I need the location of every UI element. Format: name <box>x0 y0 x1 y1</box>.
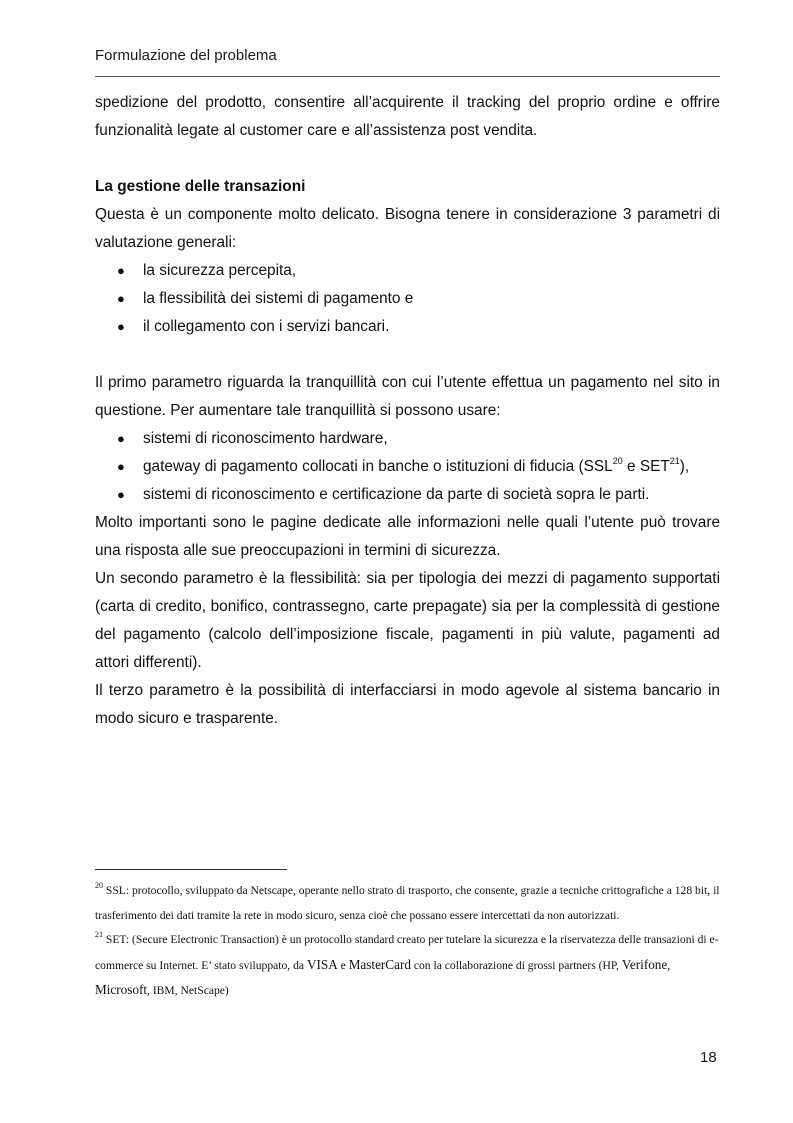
footnote-20: $^{20}$ SSL: protocollo, sviluppato da Netscape, operante nello strato di trasporto, che consente, grazie a tecniche crittografiche a 128 bit, il trasferimento dei dati tramite la rete in modo sicuro, senza cioè che possano essere intercettati da non autorizzati. <box>95 881 720 922</box>
spacer <box>95 145 720 173</box>
parameters-list <box>95 257 720 341</box>
footnotes <box>95 879 720 1004</box>
intro-paragraph: spedizione del prodotto, consentire all’acquirente il tracking del proprio ordine e offrire funzionalità legate al customer care e all’assistenza post vendita. <box>95 94 720 139</box>
running-header: Formulazione del problema <box>95 47 277 64</box>
list-item: ● sistemi di riconoscimento hardware, <box>95 425 720 453</box>
section-intro: Questa è un componente molto delicato. Bisogna tenere in considerazione 3 parametri di valutazione generali: <box>95 206 720 251</box>
list-item: ● la flessibilità dei sistemi di pagamento e <box>95 285 720 313</box>
footnote-rule <box>95 869 287 870</box>
second-parameter-paragraph: Un secondo parametro è la flessibilità: sia per tipologia dei mezzi di pagamento supportati (carta di credito, bonifico, contrassegno, carte prepagate) sia per la complessità di gestione del pagamento (calcolo dell’imposizione fiscale, pagamenti in più valute, pagamenti ad attori differenti). <box>95 570 720 671</box>
section-heading: La gestione delle transazioni <box>95 178 306 195</box>
footnote-ref-20[interactable]: 20 <box>612 455 623 466</box>
footnote-ref-21[interactable]: 21 <box>669 455 680 466</box>
bullet-icon: ● <box>117 291 125 306</box>
list-item: ● la sicurezza percepita, <box>95 257 720 285</box>
bullet-icon: ● <box>117 487 125 502</box>
list-item: ● sistemi di riconoscimento e certificazione da parte di società sopra le parti. <box>95 481 720 509</box>
list-item: ● gateway di pagamento collocati in banche o istituzioni di fiducia (SSL$^{20}$ e SET$^{21}$), <box>95 453 720 481</box>
bullet-icon: ● <box>117 263 125 278</box>
bullet-icon: ● <box>117 431 125 446</box>
header-rule <box>95 76 720 77</box>
page-number: 18 <box>700 1049 717 1066</box>
first-parameter-paragraph: Il primo parametro riguarda la tranquillità con cui l’utente effettua un pagamento nel sito in questione. Per aumentare tale tranquillità si possono usare: <box>95 374 720 419</box>
list-item: ● il collegamento con i servizi bancari. <box>95 313 720 341</box>
bullet-icon: ● <box>117 459 125 474</box>
body-text <box>95 89 720 733</box>
pages-paragraph: Molto importanti sono le pagine dedicate alle informazioni nelle quali l’utente può trovare una risposta alle sue preoccupazioni in termini di sicurezza. <box>95 514 720 559</box>
bullet-icon: ● <box>117 319 125 334</box>
tools-list <box>95 425 720 509</box>
footnote-21: $^{21}$ SET: (Secure Electronic Transaction) è un protocollo standard creato per tutelare la sicurezza e la riservatezza delle transazioni di e-commerce su Internet. E’ stato sviluppato, da VISA e MasterCard con la collaborazione di grossi partners (HP, Verifone, Microsoft, IBM, NetScape) <box>95 930 719 997</box>
spacer <box>95 341 720 369</box>
third-parameter-paragraph: Il terzo parametro è la possibilità di interfacciarsi in modo agevole al sistema bancario in modo sicuro e trasparente. <box>95 682 720 727</box>
